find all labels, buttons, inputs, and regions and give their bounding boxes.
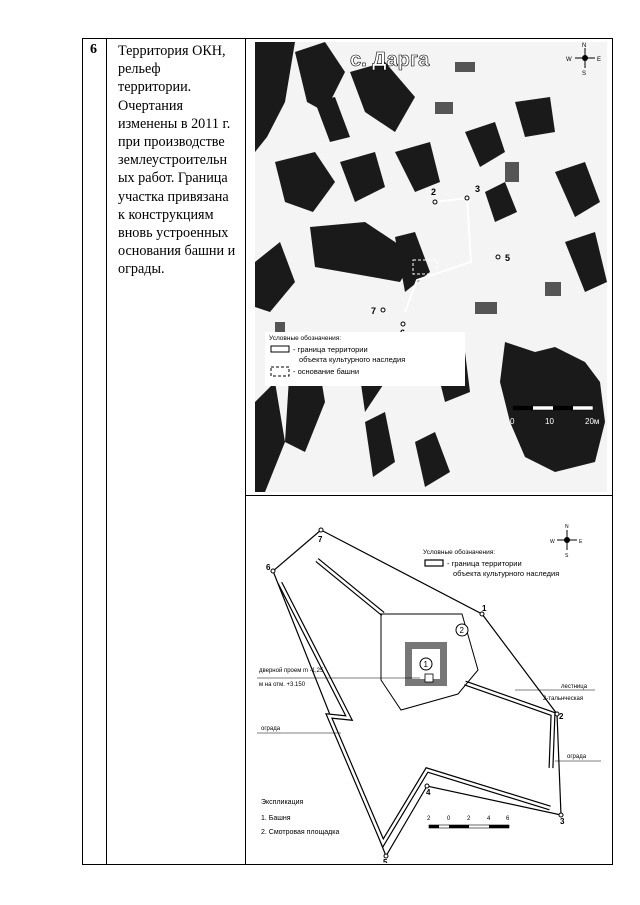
aerial-photo: [255, 42, 607, 492]
compass-e: E: [597, 57, 602, 63]
plan-point-label: 6: [266, 563, 271, 572]
description-line: территории.: [118, 79, 192, 96]
plan-legend-title: Условные обозначения:: [423, 549, 496, 556]
explication-title: Экспликация: [261, 799, 304, 806]
plan-point-label: 3: [560, 817, 565, 826]
compass-s: S: [582, 71, 587, 77]
description-line: при производстве: [118, 134, 225, 151]
description-line: Территория ОКН,: [118, 43, 226, 59]
row-divider: [245, 495, 612, 496]
plan-scale-bar: [427, 816, 510, 828]
plan-scale-label: 0: [447, 816, 451, 822]
plan-legend-item: объекта культурного наследия: [453, 569, 560, 578]
description-line: вновь устроенных: [118, 225, 229, 242]
plan-compass-icon: [550, 524, 583, 559]
compass-w: W: [550, 539, 555, 545]
description-line: землеустроительн: [118, 152, 228, 169]
plan-scale-label: 2: [467, 816, 471, 822]
description-line: рельеф: [118, 61, 161, 78]
photo-point-label: 3: [475, 184, 481, 194]
compass-n: N: [582, 43, 587, 49]
plan-callout: м на отм. +3.150: [259, 682, 306, 688]
plan-legend: [423, 548, 559, 578]
plan-fence: [280, 560, 553, 843]
plan-callout: ограда: [261, 726, 281, 732]
photo-scale-label: 10: [545, 417, 554, 426]
description-text: [118, 42, 246, 279]
compass-w: W: [566, 57, 572, 63]
plan-point-label: 2: [559, 712, 564, 721]
description-line: к конструкциям: [118, 206, 214, 223]
plan-scale-label: 4: [487, 816, 491, 822]
plan-point-label: 5: [383, 858, 388, 863]
column-divider-1: [106, 39, 107, 864]
plan-point-label: 4: [426, 788, 431, 797]
plan-callout: лестница: [561, 684, 588, 690]
aerial-photo-drawing: [255, 42, 607, 492]
plan-boundary: [273, 530, 561, 856]
compass-e: E: [579, 539, 583, 545]
plan-point-label: 1: [482, 604, 487, 613]
photo-point-label: 2: [431, 187, 437, 197]
description-line: Очертания: [118, 97, 183, 114]
description-line: ых работ. Граница: [118, 170, 228, 187]
photo-legend-item: - основание башни: [293, 367, 360, 376]
description-line: изменены в 2011 г.: [118, 115, 231, 132]
photo-caption: с. Дарга: [350, 49, 430, 71]
plan-scale-label: 6: [506, 816, 510, 822]
plan-callout: дверной проем m -1,25: [259, 668, 324, 674]
photo-scale-label: 20м: [585, 417, 600, 426]
description-line: основания башни и: [118, 243, 236, 260]
compass-s: S: [565, 553, 569, 559]
site-plan-drawing: [255, 518, 607, 863]
plan-callout: 2-тальнческая: [543, 696, 584, 702]
photo-legend-title: Условные обозначения:: [269, 335, 342, 342]
photo-point-label: 7: [371, 306, 377, 316]
site-plan: [255, 518, 607, 863]
plan-scale-label: 2: [427, 816, 431, 822]
tower-marker: 1: [423, 660, 428, 669]
photo-legend-item: объекта культурного наследия: [299, 355, 406, 364]
plan-legend-item: - граница территории: [447, 559, 522, 568]
photo-scale-label: 0: [510, 417, 515, 426]
description-line: ограды.: [118, 261, 165, 278]
photo-legend-item: - граница территории: [293, 345, 368, 354]
compass-n: N: [565, 524, 569, 530]
plan-callout: ограда: [567, 754, 587, 760]
plan-explication: [261, 799, 339, 836]
photo-point-label: 5: [505, 253, 511, 263]
plan-point-label: 7: [318, 535, 323, 544]
explication-item: 2. Смотровая площадка: [261, 829, 340, 836]
row-number: 6: [90, 42, 97, 57]
description-line: участка привязана: [118, 188, 229, 205]
explication-item: 1. Башня: [261, 815, 291, 822]
platform-marker: 2: [459, 626, 464, 635]
